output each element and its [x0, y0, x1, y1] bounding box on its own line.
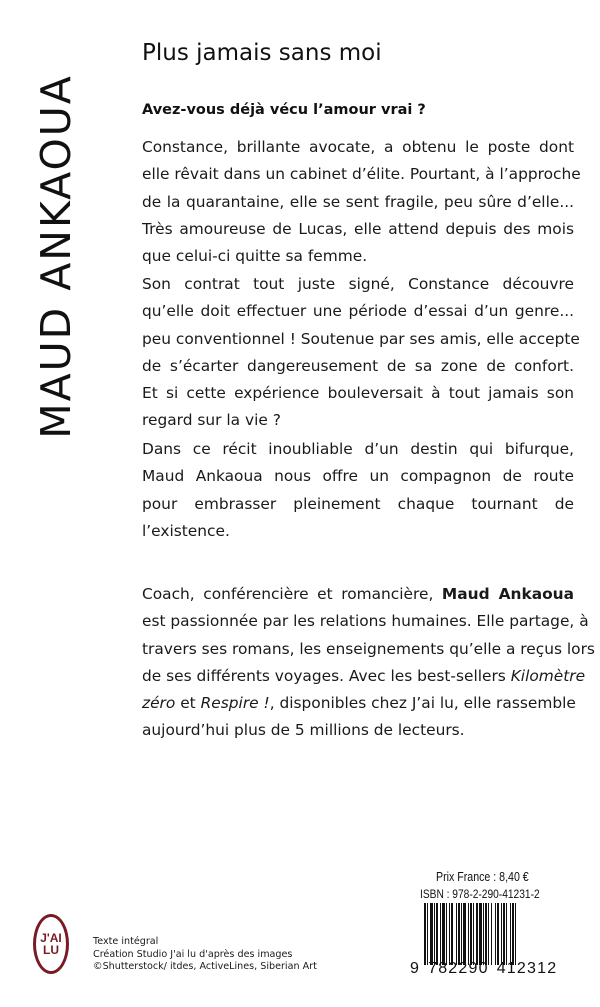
credit-line: ©Shutterstock/ itdes, ActiveLines, Siberian Art [93, 961, 317, 972]
bio-text: et [175, 694, 201, 713]
barcode-digit-group: 782290 [428, 960, 489, 977]
author-name-vertical [31, 40, 80, 472]
text-line: Très amoureuse de Lucas, elle attend depuis des mois [142, 219, 574, 238]
isbn-label: ISBN : 978-2-290-41231-2 [420, 887, 540, 901]
text-line: de s’écarter dangereusement de sa zone de confort. [142, 356, 574, 375]
author-name-text: MAUD ANKAOUA [31, 73, 80, 439]
book-title-italic: zéro [142, 694, 176, 713]
logo-line-1: J'AI [40, 931, 62, 945]
blurb-paragraph-2 [142, 271, 580, 435]
author-name-bold: Maud Ankaoua [441, 585, 574, 603]
text-line: l’existence. [142, 521, 230, 540]
text-line [142, 690, 574, 717]
text-line: elle rêvait dans un cabinet d’élite. Pourtant, à l’approche [142, 165, 581, 184]
text-line: Maud Ankaoua nous offre un compagnon de route [142, 467, 574, 486]
text-line: Et si cette expérience bouleversait à tout jamais son [142, 384, 574, 403]
price-label: Prix France : 8,40 € [436, 870, 529, 884]
text-line: aujourd’hui plus de 5 millions de lecteurs. [142, 721, 465, 740]
book-title: Plus jamais sans moi [142, 40, 382, 66]
credit-line: Création Studio J'ai lu d'après des images [93, 948, 293, 960]
text-line: peu conventionnel ! Soutenue par ses amis, elle accepte [142, 329, 580, 348]
text-line: de la quarantaine, elle se sent fragile, peu sûre d’elle... [142, 192, 574, 211]
barcode-digit-group: 412312 [496, 960, 558, 977]
text-line: pour embrasser pleinement chaque tournant de [142, 494, 574, 513]
barcode-digits [410, 960, 557, 978]
text-line: qu’elle doit effectuer une période d’essai d’un genre... [142, 302, 574, 321]
image-credits [93, 936, 317, 974]
book-title-italic: Respire ! [200, 694, 270, 713]
text-line [142, 581, 574, 608]
publisher-logo-icon [33, 914, 69, 974]
text-line [142, 663, 586, 690]
bio-text: , disponibles chez J’ai lu, elle rassemble [269, 694, 576, 713]
bio-text: Coach, conférencière et romancière, [142, 585, 442, 603]
barcode-icon [424, 903, 562, 965]
bio-text: de ses différents voyages. Avec les best-sellers [142, 666, 511, 685]
text-line: Constance, brillante avocate, a obtenu le poste dont [142, 138, 574, 156]
text-line: que celui-ci quitte sa femme. [142, 247, 368, 266]
text-line: travers ses romans, les enseignements qu’elle a reçus lors [142, 639, 595, 658]
text-line: regard sur la vie ? [142, 411, 281, 430]
tagline: Avez-vous déjà vécu l’amour vrai ? [142, 102, 426, 118]
text-line: Dans ce récit inoubliable d’un destin qui bifurque, [142, 440, 574, 458]
text-line: Son contrat tout juste signé, Constance découvre [142, 275, 574, 293]
credit-line: Texte intégral [93, 936, 159, 947]
blurb-paragraph-3 [142, 436, 574, 545]
book-title-italic: Kilomètre [510, 666, 586, 685]
blurb-paragraph-1 [142, 134, 581, 270]
text-line: est passionnée par les relations humaines. Elle partage, à [142, 612, 589, 631]
barcode-digit-first: 9 [410, 960, 421, 977]
logo-line-2: LU [43, 943, 59, 957]
author-bio [142, 581, 595, 745]
